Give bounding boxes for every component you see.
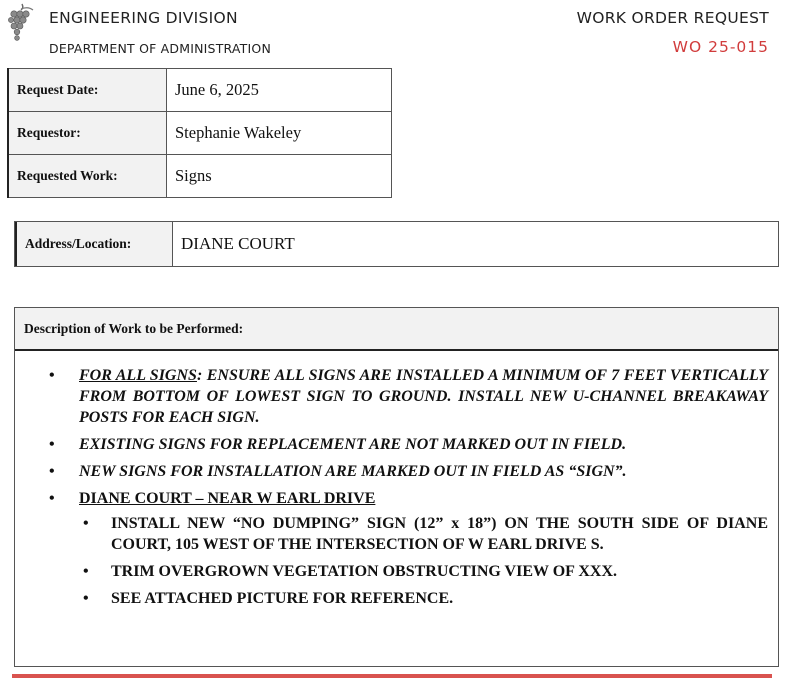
location-heading: DIANE COURT – NEAR W EARL DRIVE [79, 490, 376, 507]
request-date-label: Request Date: [8, 69, 167, 112]
work-description-box [14, 307, 779, 667]
list-item: • EXISTING SIGNS FOR REPLACEMENT ARE NOT MARKED OUT IN FIELD. [49, 434, 768, 455]
requested-work-row [8, 155, 392, 198]
requested-work-value: Signs [167, 155, 392, 198]
list-item [49, 365, 768, 428]
department-name: DEPARTMENT OF ADMINISTRATION [49, 41, 271, 56]
request-date-value: June 6, 2025 [167, 69, 392, 112]
sub-list-item: • INSTALL NEW “NO DUMPING” SIGN (12” x 18”) ON THE SOUTH SIDE OF DIANE COURT, 105 WEST OF THE INTERSECTION OF W EARL DRIVE S. [79, 513, 768, 555]
request-date-row [8, 69, 392, 112]
organization-name: ENGINEERING DIVISION [49, 9, 238, 27]
work-item-list [49, 365, 768, 609]
footer-divider [12, 674, 772, 678]
list-item [49, 488, 768, 609]
requestor-value: Stephanie Wakeley [167, 112, 392, 155]
description-label: Description of Work to be Performed: [15, 308, 778, 351]
description-body [15, 351, 778, 609]
all-signs-lead: FOR ALL SIGNS [79, 367, 197, 384]
address-value: DIANE COURT [181, 234, 295, 253]
requested-work-label: Requested Work: [8, 155, 167, 198]
requestor-label: Requestor: [8, 112, 167, 155]
work-order-number: WO 25-015 [672, 38, 769, 56]
location-sub-list [79, 513, 768, 609]
sub-list-item: • TRIM OVERGROWN VEGETATION OBSTRUCTING VIEW OF XXX. [79, 561, 768, 582]
list-item: • NEW SIGNS FOR INSTALLATION ARE MARKED OUT IN FIELD AS “SIGN”. [49, 461, 768, 482]
address-label: Address/Location: [15, 222, 173, 266]
address-location-box [14, 221, 779, 267]
request-info-table [7, 68, 392, 198]
sub-list-item: • SEE ATTACHED PICTURE FOR REFERENCE. [79, 588, 768, 609]
grape-cluster-logo-icon [6, 2, 36, 44]
requestor-row [8, 112, 392, 155]
document-title: WORK ORDER REQUEST [576, 9, 769, 27]
all-signs-text: : ENSURE ALL SIGNS ARE INSTALLED A MINIMUM OF 7 FEET VERTICALLY FROM BOTTOM OF LOWEST SIGN TO GROUND. INSTALL NEW U-CHANNEL BREAKAWAY POSTS FOR EACH SIGN. [79, 367, 769, 426]
